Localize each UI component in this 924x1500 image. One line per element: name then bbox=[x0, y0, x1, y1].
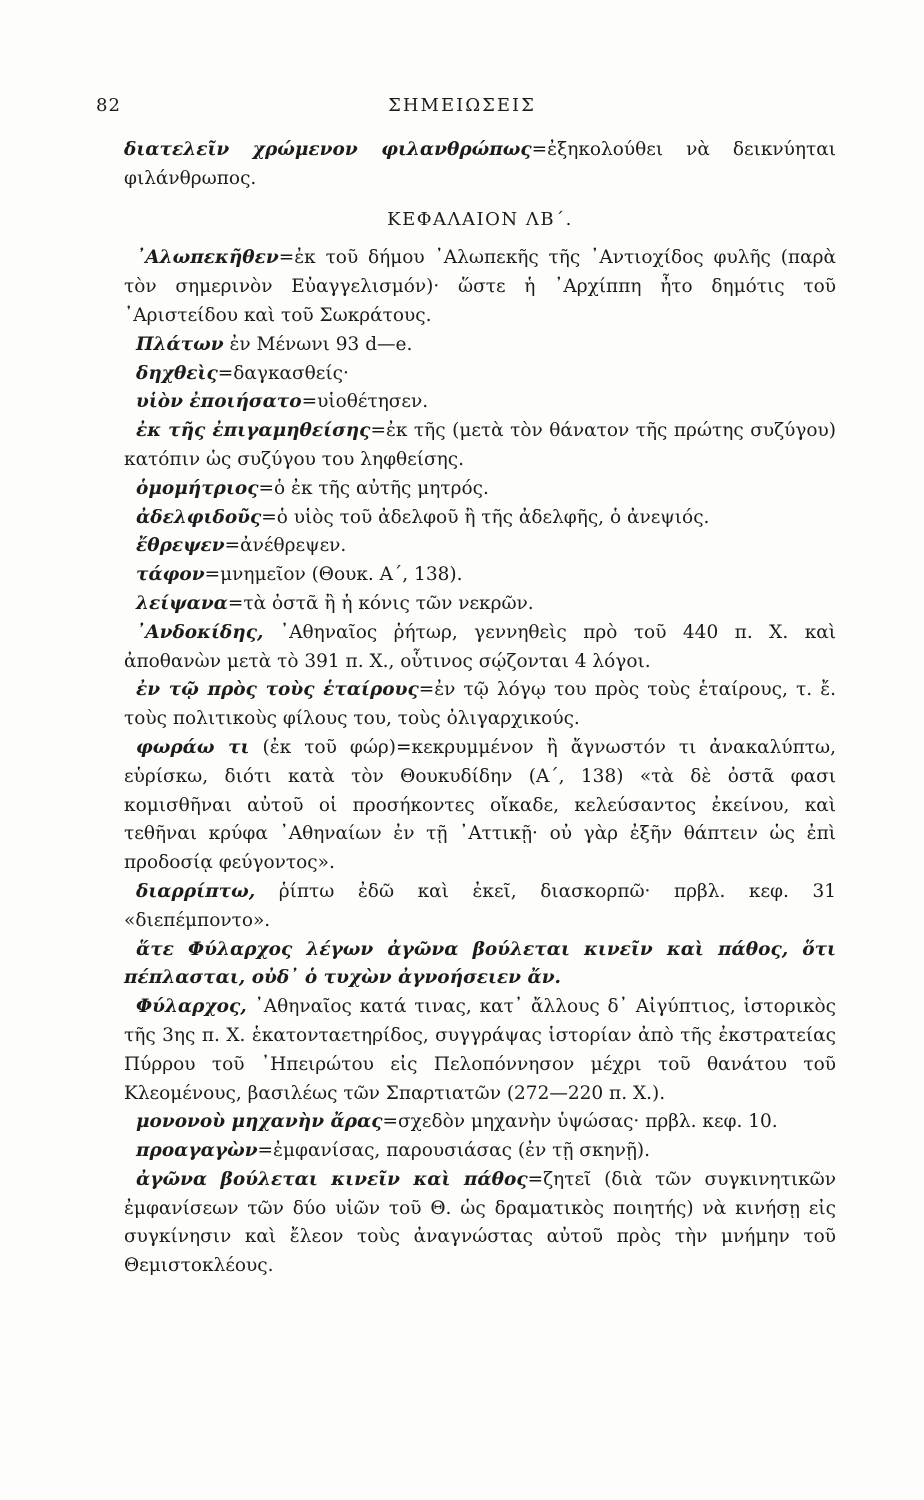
chapter-heading: ΚΕΦΑΛΑΙΟΝ ΛΒ΄. bbox=[387, 208, 573, 230]
note-text: ῥίπτω ἐδῶ καὶ ἐκεῖ, διασκορπῶ· πρβλ. κεφ. 31 «διεπέμποντο». bbox=[124, 880, 836, 931]
note-text: =ἐκ τῆς (μετὰ τὸν θάνατον τῆς πρώτης συζύγου) κατόπιν ὡς συζύγου του ληφθείσης. bbox=[124, 420, 836, 470]
note-lemma: μονονοὺ μηχανὴν ἄρας bbox=[136, 1111, 383, 1133]
note-entry bbox=[124, 1166, 836, 1281]
note-lemma: ᾿Ανδοκίδης, bbox=[136, 621, 264, 643]
notes-body bbox=[124, 136, 836, 1281]
note-entry bbox=[124, 734, 836, 878]
note-text: =ἐξηκολούθει νὰ δεικνύηται φιλάνθρωπος. bbox=[124, 139, 836, 189]
note-text: =μνημεῖον (Θουκ. Α΄, 138). bbox=[204, 564, 463, 586]
note-entry bbox=[124, 561, 836, 590]
note-entry bbox=[124, 532, 836, 561]
note-text: =δαγκασθείς· bbox=[217, 362, 349, 384]
note-text: =ζητεῖ (διὰ τῶν συγκινητικῶν ἐμφανίσεων τῶν δύο υἱῶν τοῦ Θ. ὡς δραματικὸς ποιητής) νὰ κινήσῃ εἰς συγκίνησιν καὶ ἔλεον τοὺς ἀναγνώστας αὐτοῦ πρὸς τὴν μνήμην τοῦ Θεμιστοκλέους. bbox=[124, 1168, 836, 1277]
note-entry bbox=[124, 388, 836, 417]
note-entry bbox=[124, 878, 836, 936]
note-entry bbox=[124, 993, 836, 1108]
note-entry bbox=[124, 676, 836, 734]
note-entry bbox=[124, 331, 836, 360]
note-entry bbox=[124, 360, 836, 389]
note-text: =υἱοθέτησεν. bbox=[301, 391, 429, 413]
note-text: =ὁ ἐκ τῆς αὐτῆς μητρός. bbox=[258, 477, 489, 499]
note-lemma: λείψανα bbox=[136, 592, 228, 614]
note-entry bbox=[124, 417, 836, 475]
running-title: ΣΗΜΕΙΩΣΕΙΣ bbox=[388, 95, 536, 116]
note-entry bbox=[124, 1108, 836, 1137]
note-text: ἐν Μένωνι 93 d—e. bbox=[223, 333, 413, 355]
note-lemma: Πλάτων bbox=[136, 333, 224, 355]
note-entry bbox=[124, 475, 836, 504]
page-number: 82 bbox=[96, 95, 121, 116]
note-text: =ἐν τῷ λόγῳ του πρὸς τοὺς ἑταίρους, τ. ἔ. τοὺς πολιτικοὺς φίλους του, τοὺς ὀλιγαρχικούς. bbox=[124, 679, 837, 730]
note-lemma: ᾿Αλωπεκῆθεν bbox=[136, 247, 279, 269]
note-lemma: Φύλαρχος, bbox=[136, 996, 247, 1018]
note-lemma: δηχθεὶς bbox=[136, 362, 218, 384]
note-lemma: διαρρίπτω, bbox=[136, 880, 256, 902]
note-text: ᾿Αθηναῖος κατά τινας, κατ᾿ ἄλλους δ᾿ Αἰγύπτιος, ἱστορικὸς τῆς 3ης π. Χ. ἑκατονταετηρίδος, συγγράψας ἱστορίαν ἀπὸ τῆς ἐκστρατείας Πύρρου τοῦ ᾿Ηπειρώτου εἰς Πελοπόννησον μέχρι τοῦ θανάτου τοῦ Κλεομένους, βασιλέως τῶν Σπαρτιατῶν (272—220 π. Χ.). bbox=[124, 996, 836, 1104]
note-lemma: ὁμομήτριος bbox=[136, 477, 259, 499]
note-entry bbox=[124, 590, 836, 619]
note-lemma: ἅτε Φύλαρχος λέγων ἀγῶνα βούλεται κινεῖν καὶ πάθος, ὅτι πέπλασται, οὐδ᾿ ὁ τυχὼν ἀγνοήσειεν ἄν. bbox=[124, 938, 836, 989]
note-lemma: ἀδελφιδοῦς bbox=[136, 506, 262, 528]
note-text: =ὁ υἱὸς τοῦ ἀδελφοῦ ἢ τῆς ἀδελφῆς, ὁ ἀνεψιός. bbox=[261, 506, 710, 528]
note-text: (ἐκ τοῦ φώρ)=κεκρυμμένον ἢ ἄγνωστόν τι ἀνακαλύπτω, εὑρίσκω, διότι κατὰ τὸν Θουκυδίδην (Α΄, 138) «τὰ δὲ ὀστᾶ φασι κομισθῆναι αὐτοῦ οἱ προσήκοντες οἴκαδε, κελεύσαντος ἐκείνου, καὶ τεθῆναι κρύφα ᾿Αθηναίων ἐν τῇ ᾿Αττικῇ· οὐ γὰρ ἐξῆν θάπτειν ὡς ἐπὶ προδοσίᾳ φεύγοντος». bbox=[124, 736, 836, 874]
note-text: =σχεδὸν μηχανὴν ὑψώσας· πρβλ. κεφ. 10. bbox=[382, 1111, 778, 1133]
note-entry bbox=[124, 619, 836, 677]
note-entry bbox=[124, 1137, 836, 1166]
page-header bbox=[0, 95, 924, 125]
note-lemma: υἱὸν ἐποιήσατο bbox=[136, 391, 302, 413]
note-lemma: φωράω τι bbox=[136, 736, 250, 758]
note-lemma: ἔθρεψεν bbox=[136, 535, 225, 557]
note-lemma: διατελεῖν χρώμενον φιλανθρώπως bbox=[124, 139, 532, 160]
note-lemma: ἐκ τῆς ἐπιγαμηθείσης bbox=[136, 420, 371, 442]
note-lemma: τάφον bbox=[136, 564, 205, 586]
note-lemma: ἀγῶνα βούλεται κινεῖν καὶ πάθος bbox=[136, 1168, 528, 1190]
note-text: =ἐκ τοῦ δήμου ᾿Αλωπεκῆς τῆς ᾿Αντιοχίδος φυλῆς (παρὰ τὸν σημερινὸν Εὐαγγελισμόν)· ὥστε ἡ ᾿Αρχίππη ἦτο δημότις τοῦ ᾿Αριστείδου καὶ τοῦ Σωκράτους. bbox=[124, 247, 836, 326]
note-text: =ἀνέθρεψεν. bbox=[224, 535, 347, 557]
note-text: =ἐμφανίσας, παρουσιάσας (ἐν τῇ σκηνῇ). bbox=[257, 1140, 651, 1162]
note-lemma: ἐν τῷ πρὸς τοὺς ἑταίρους bbox=[136, 679, 419, 701]
note-entry bbox=[124, 244, 836, 330]
note-text: =τὰ ὀστᾶ ἢ ἡ κόνις τῶν νεκρῶν. bbox=[227, 592, 534, 614]
note-entry bbox=[124, 504, 836, 533]
note-lemma: προαγαγὼν bbox=[136, 1140, 258, 1162]
intro-note bbox=[124, 136, 836, 194]
note-entry bbox=[124, 936, 836, 994]
note-text: ᾿Αθηναῖος ῥήτωρ, γεννηθεὶς πρὸ τοῦ 440 π. Χ. καὶ ἀποθανὼν μετὰ τὸ 391 π. Χ., οὗτινος σῴζονται 4 λόγοι. bbox=[124, 621, 836, 672]
